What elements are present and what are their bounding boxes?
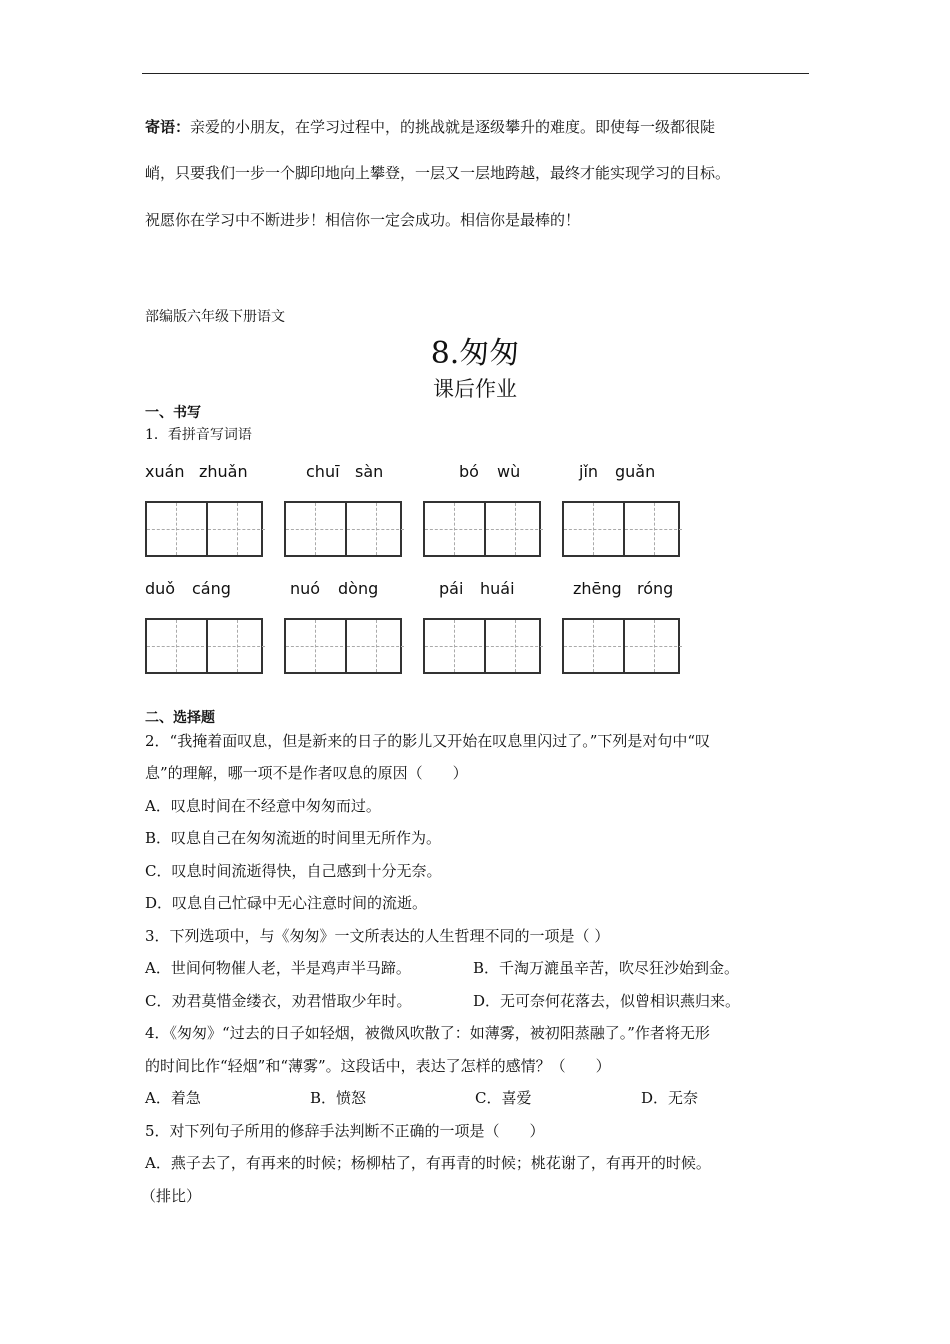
grid-cell[interactable] <box>345 503 404 555</box>
q5-option-a: A．燕子去了，有再来的时候；杨柳枯了，有再青的时候；桃花谢了，有再开的时候。 <box>145 1154 711 1172</box>
q2-option-c: C．叹息时间流逝得快，自己感到十分无奈。 <box>145 862 442 880</box>
section-heading-writing: 一、书写 <box>145 405 201 421</box>
q2-line-2: 息”的理解，哪一项不是作者叹息的原因（ ） <box>145 764 468 782</box>
q2-option-d: D．叹息自己忙碌中无心注意时间的流逝。 <box>145 894 428 912</box>
grid-cell[interactable] <box>564 620 621 672</box>
writing-grid[interactable] <box>284 618 402 674</box>
q4-option-c: C．喜爱 <box>475 1089 532 1107</box>
writing-grid[interactable] <box>562 618 680 674</box>
book-subtitle: 部编版六年级下册语文 <box>145 309 285 325</box>
page-title: 8.匆匆 <box>430 336 520 371</box>
q4-option-d: D．无奈 <box>641 1089 699 1107</box>
grid-cell[interactable] <box>206 503 265 555</box>
grid-cell[interactable] <box>286 620 343 672</box>
q2-line-1: 2．“我掩着面叹息，但是新来的日子的影儿又开始在叹息里闪过了。”下列是对句中“叹 <box>145 732 711 750</box>
pinyin-3b: wù <box>497 462 521 481</box>
q3-line-1: 3．下列选项中，与《匆匆》一文所表达的人生哲理不同的一项是（ ） <box>145 927 610 945</box>
pinyin-2b: sàn <box>355 462 384 481</box>
grid-cell[interactable] <box>484 503 543 555</box>
q4-line-1: 4．《匆匆》“过去的日子如轻烟，被微风吹散了：如薄雾，被初阳蒸融了。”作者将无形 <box>145 1024 710 1042</box>
pinyin-8a: zhēng <box>573 579 622 598</box>
intro-line-1 <box>145 117 715 137</box>
pinyin-4b: guǎn <box>615 462 656 481</box>
section-heading-choice: 二、选择题 <box>145 710 215 726</box>
pinyin-7a: pái <box>439 579 464 598</box>
q4-option-b: B．愤怒 <box>310 1089 367 1107</box>
writing-grid[interactable] <box>562 501 680 557</box>
q5-line-1: 5．对下列句子所用的修辞手法判断不正确的一项是（ ） <box>145 1122 545 1140</box>
grid-cell[interactable] <box>564 503 621 555</box>
q3-option-c: C．劝君莫惜金缕衣，劝君惜取少年时。 <box>145 992 412 1010</box>
q2-option-a: A．叹息时间在不经意中匆匆而过。 <box>145 797 381 815</box>
pinyin-6b: dòng <box>338 579 379 598</box>
intro-text-1: 亲爱的小朋友，在学习过程中，的挑战就是逐级攀升的难度。即使每一级都很陡 <box>190 118 716 136</box>
grid-cell[interactable] <box>623 503 682 555</box>
grid-cell[interactable] <box>345 620 404 672</box>
grid-cell[interactable] <box>425 503 482 555</box>
intro-line-2: 峭，只要我们一步一个脚印地向上攀登，一层又一层地跨越，最终才能实现学习的目标。 <box>145 164 731 182</box>
pinyin-7b: huái <box>480 579 515 598</box>
pinyin-3a: bó <box>459 462 479 481</box>
pinyin-8b: róng <box>637 579 674 598</box>
pinyin-5a: duǒ <box>145 579 176 598</box>
grid-cell[interactable] <box>286 503 343 555</box>
intro-label: 寄语： <box>145 118 191 136</box>
question-1: 1．看拼音写词语 <box>145 427 252 443</box>
q2-option-b: B．叹息自己在匆匆流逝的时间里无所作为。 <box>145 829 442 847</box>
grid-cell[interactable] <box>623 620 682 672</box>
pinyin-4a: jǐn <box>579 462 599 481</box>
writing-grid[interactable] <box>145 618 263 674</box>
grid-cell[interactable] <box>425 620 482 672</box>
pinyin-6a: nuó <box>290 579 321 598</box>
q3-option-b: B．千淘万漉虽辛苦，吹尽狂沙始到金。 <box>473 959 740 977</box>
q3-option-a: A．世间何物催人老，半是鸡声半马蹄。 <box>145 959 411 977</box>
writing-grid[interactable] <box>423 618 541 674</box>
header-rule <box>142 73 809 74</box>
writing-grid[interactable] <box>145 501 263 557</box>
q4-line-2: 的时间比作“轻烟”和“薄雾”。这段话中，表达了怎样的感情？（ ） <box>145 1057 611 1075</box>
grid-cell[interactable] <box>147 503 204 555</box>
q4-option-a: A．着急 <box>145 1089 201 1107</box>
grid-cell[interactable] <box>147 620 204 672</box>
pinyin-1b: zhuǎn <box>199 462 248 481</box>
grid-cell[interactable] <box>484 620 543 672</box>
pinyin-2a: chuī <box>306 462 340 481</box>
grid-cell[interactable] <box>206 620 265 672</box>
page-subtitle: 课后作业 <box>433 377 517 401</box>
pinyin-1a: xuán <box>145 462 185 481</box>
pinyin-5b: cáng <box>192 579 231 598</box>
q5-option-a-note: （排比） <box>141 1187 202 1205</box>
q3-option-d: D．无可奈何花落去，似曾相识燕归来。 <box>473 992 741 1010</box>
writing-grid[interactable] <box>423 501 541 557</box>
intro-line-3: 祝愿你在学习中不断进步！相信你一定会成功。相信你是最棒的！ <box>145 211 581 229</box>
writing-grid[interactable] <box>284 501 402 557</box>
